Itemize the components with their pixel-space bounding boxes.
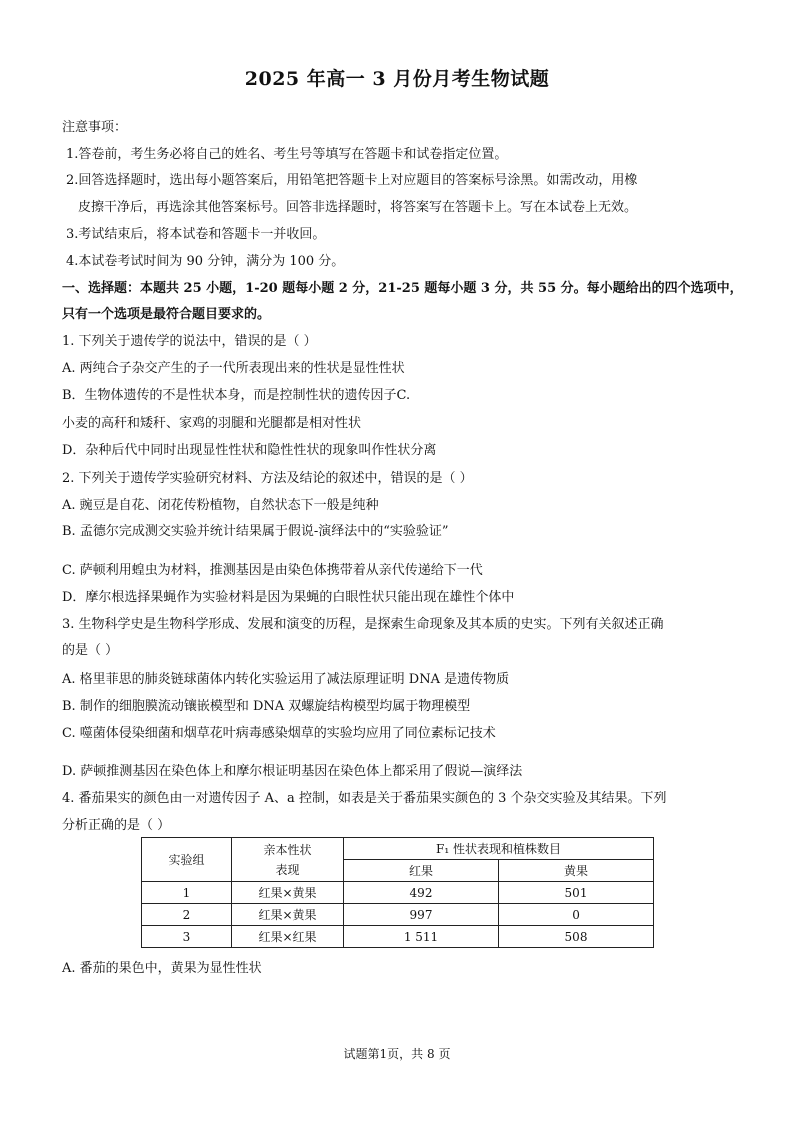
question-3-stem-cont: 的是（ ） bbox=[62, 643, 119, 658]
table-cell-parent: 红果×红果 bbox=[232, 926, 344, 948]
page-title: 2025 年高一 3 月份月考生物试题 bbox=[244, 68, 550, 90]
table-cell-red: 492 bbox=[344, 882, 499, 904]
table-header-group: 实验组 bbox=[142, 838, 232, 882]
notice-item: 皮擦干净后，再选涂其他答案标号。回答非选择题时，将答案写在答题卡上。写在本试卷上无效。 bbox=[78, 200, 638, 215]
notice-item: 4.本试卷考试时间为 90 分钟，满分为 100 分。 bbox=[66, 254, 345, 269]
question-1-option-b: B．生物体遗传的不是性状本身，而是控制性状的遗传因子C. bbox=[62, 388, 411, 403]
question-2-stem: 2. 下列关于遗传学实验研究材料、方法及结论的叙述中，错误的是（ ） bbox=[62, 471, 473, 486]
question-1-option-a: A. 两纯合子杂交产生的子一代所表现出来的性状是显性性状 bbox=[62, 361, 405, 376]
page-footer: 试题第1页，共 8 页 bbox=[343, 1047, 451, 1061]
table-header-red: 红果 bbox=[344, 860, 499, 882]
question-4-option-a: A. 番茄的果色中，黄果为显性性状 bbox=[62, 961, 262, 976]
section-heading: 一、选择题：本题共 25 小题，1-20 题每小题 2 分，21-25 题每小题 3 分，共 55 分。每小题给出的四个选项中， bbox=[62, 281, 743, 296]
table-header-f1: F₁ 性状表现和植株数目 bbox=[344, 838, 654, 860]
question-2-option-a: A. 豌豆是自花、闭花传粉植物，自然状态下一般是纯种 bbox=[62, 498, 379, 513]
table-cell-group: 2 bbox=[142, 904, 232, 926]
section-heading-cont: 只有一个选项是最符合题目要求的。 bbox=[62, 307, 271, 322]
question-3-stem: 3. 生物科学史是生物科学形成、发展和演变的历程，是探索生命现象及其本质的史实。下列有关叙述正确 bbox=[62, 617, 664, 632]
table-header-yellow: 黄果 bbox=[499, 860, 654, 882]
table-cell-red: 1 511 bbox=[344, 926, 499, 948]
table-cell-yellow: 501 bbox=[499, 882, 654, 904]
question-3-option-d: D. 萨顿推测基因在染色体上和摩尔根证明基因在染色体上都采用了假说—演绎法 bbox=[62, 764, 523, 779]
question-1-option-c: 小麦的高秆和矮秆、家鸡的羽腿和光腿都是相对性状 bbox=[62, 416, 362, 431]
question-4-stem: 4. 番茄果实的颜色由一对遗传因子 A、a 控制，如表是关于番茄果实颜色的 3 个杂交实验及其结果。下列 bbox=[62, 791, 667, 806]
table-cell-parent: 红果×黄果 bbox=[232, 904, 344, 926]
table-row bbox=[142, 904, 654, 926]
table-header-parent-line1: 亲本性状 bbox=[263, 842, 312, 857]
table-header-parent bbox=[232, 838, 344, 882]
notice-item: 1.答卷前，考生务必将自己的姓名、考生号等填写在答题卡和试卷指定位置。 bbox=[66, 147, 508, 162]
table-cell-red: 997 bbox=[344, 904, 499, 926]
question-1-option-d: D．杂种后代中同时出现显性性状和隐性性状的现象叫作性状分离 bbox=[62, 443, 437, 458]
question-2-option-c: C. 萨顿利用蝗虫为材料，推测基因是由染色体携带着从亲代传递给下一代 bbox=[62, 563, 483, 578]
question-3-option-c: C. 噬菌体侵染细菌和烟草花叶病毒感染烟草的实验均应用了同位素标记技术 bbox=[62, 726, 496, 741]
cross-results-table bbox=[141, 837, 654, 948]
table-cell-group: 3 bbox=[142, 926, 232, 948]
table-cell-yellow: 0 bbox=[499, 904, 654, 926]
table-header-parent-line2: 表现 bbox=[275, 862, 300, 877]
table-cell-yellow: 508 bbox=[499, 926, 654, 948]
table-cell-group: 1 bbox=[142, 882, 232, 904]
question-2-option-b: B. 孟德尔完成测交实验并统计结果属于假说-演绎法中的“实验验证” bbox=[62, 524, 449, 539]
question-3-option-a: A. 格里菲思的肺炎链球菌体内转化实验运用了减法原理证明 DNA 是遗传物质 bbox=[62, 672, 510, 687]
question-4-stem-cont: 分析正确的是（ ） bbox=[62, 818, 171, 833]
notice-heading: 注意事项： bbox=[62, 120, 128, 135]
question-3-option-b: B. 制作的细胞膜流动镶嵌模型和 DNA 双螺旋结构模型均属于物理模型 bbox=[62, 699, 471, 714]
notice-item: 2.回答选择题时，选出每小题答案后，用铅笔把答题卡上对应题目的答案标号涂黑。如需改动，用橡 bbox=[66, 173, 638, 188]
table-row bbox=[142, 882, 654, 904]
table-row bbox=[142, 926, 654, 948]
question-2-option-d: D．摩尔根选择果蝇作为实验材料是因为果蝇的白眼性状只能出现在雄性个体中 bbox=[62, 590, 515, 605]
question-1-stem: 1. 下列关于遗传学的说法中，错误的是（ ） bbox=[62, 334, 317, 349]
notice-item: 3.考试结束后，将本试卷和答题卡一并收回。 bbox=[66, 227, 326, 242]
table-cell-parent: 红果×黄果 bbox=[232, 882, 344, 904]
